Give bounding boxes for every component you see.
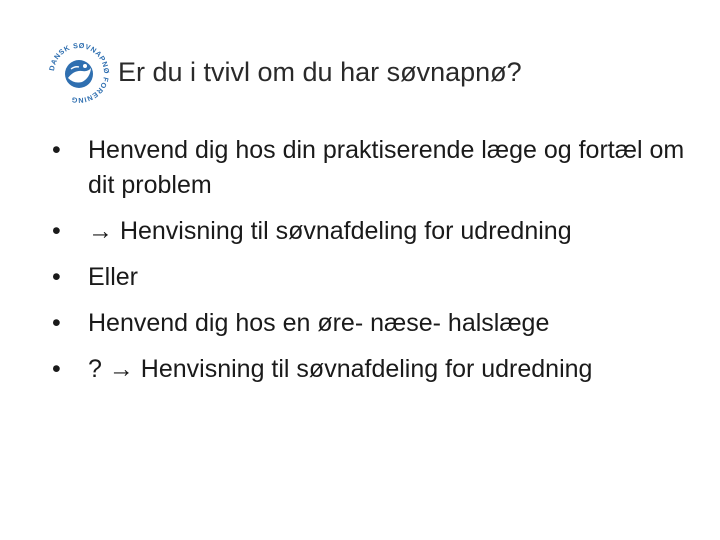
bullet-marker: • bbox=[52, 355, 61, 383]
list-item bbox=[52, 133, 712, 203]
bullet-text: Henvend dig hos en øre- næse- halslæge bbox=[88, 309, 550, 337]
bullet-marker: • bbox=[52, 263, 61, 291]
bullet-text: → Henvisning til søvnafdeling for udredning bbox=[88, 217, 572, 245]
list-item bbox=[52, 214, 712, 249]
bullet-text: ? → Henvisning til søvnafdeling for udredning bbox=[88, 355, 593, 383]
bullet-marker: • bbox=[52, 217, 61, 245]
bullet-marker: • bbox=[52, 309, 61, 337]
bullet-text: Henvend dig hos din praktiserende læge og fortæl om dit problem bbox=[88, 136, 685, 199]
list-item bbox=[52, 260, 712, 295]
bullet-list bbox=[52, 133, 712, 398]
list-item bbox=[52, 352, 712, 387]
bullet-text: Eller bbox=[88, 263, 139, 291]
list-item bbox=[52, 306, 712, 341]
bullet-marker: • bbox=[52, 136, 61, 164]
sleep-apnea-association-logo-icon bbox=[46, 40, 112, 106]
slide-title: Er du i tvivl om du har søvnapnø? bbox=[118, 57, 522, 87]
svg-text:DANSK SØVNAPNØ FORENING: DANSK SØVNAPNØ FORENING bbox=[47, 40, 112, 106]
